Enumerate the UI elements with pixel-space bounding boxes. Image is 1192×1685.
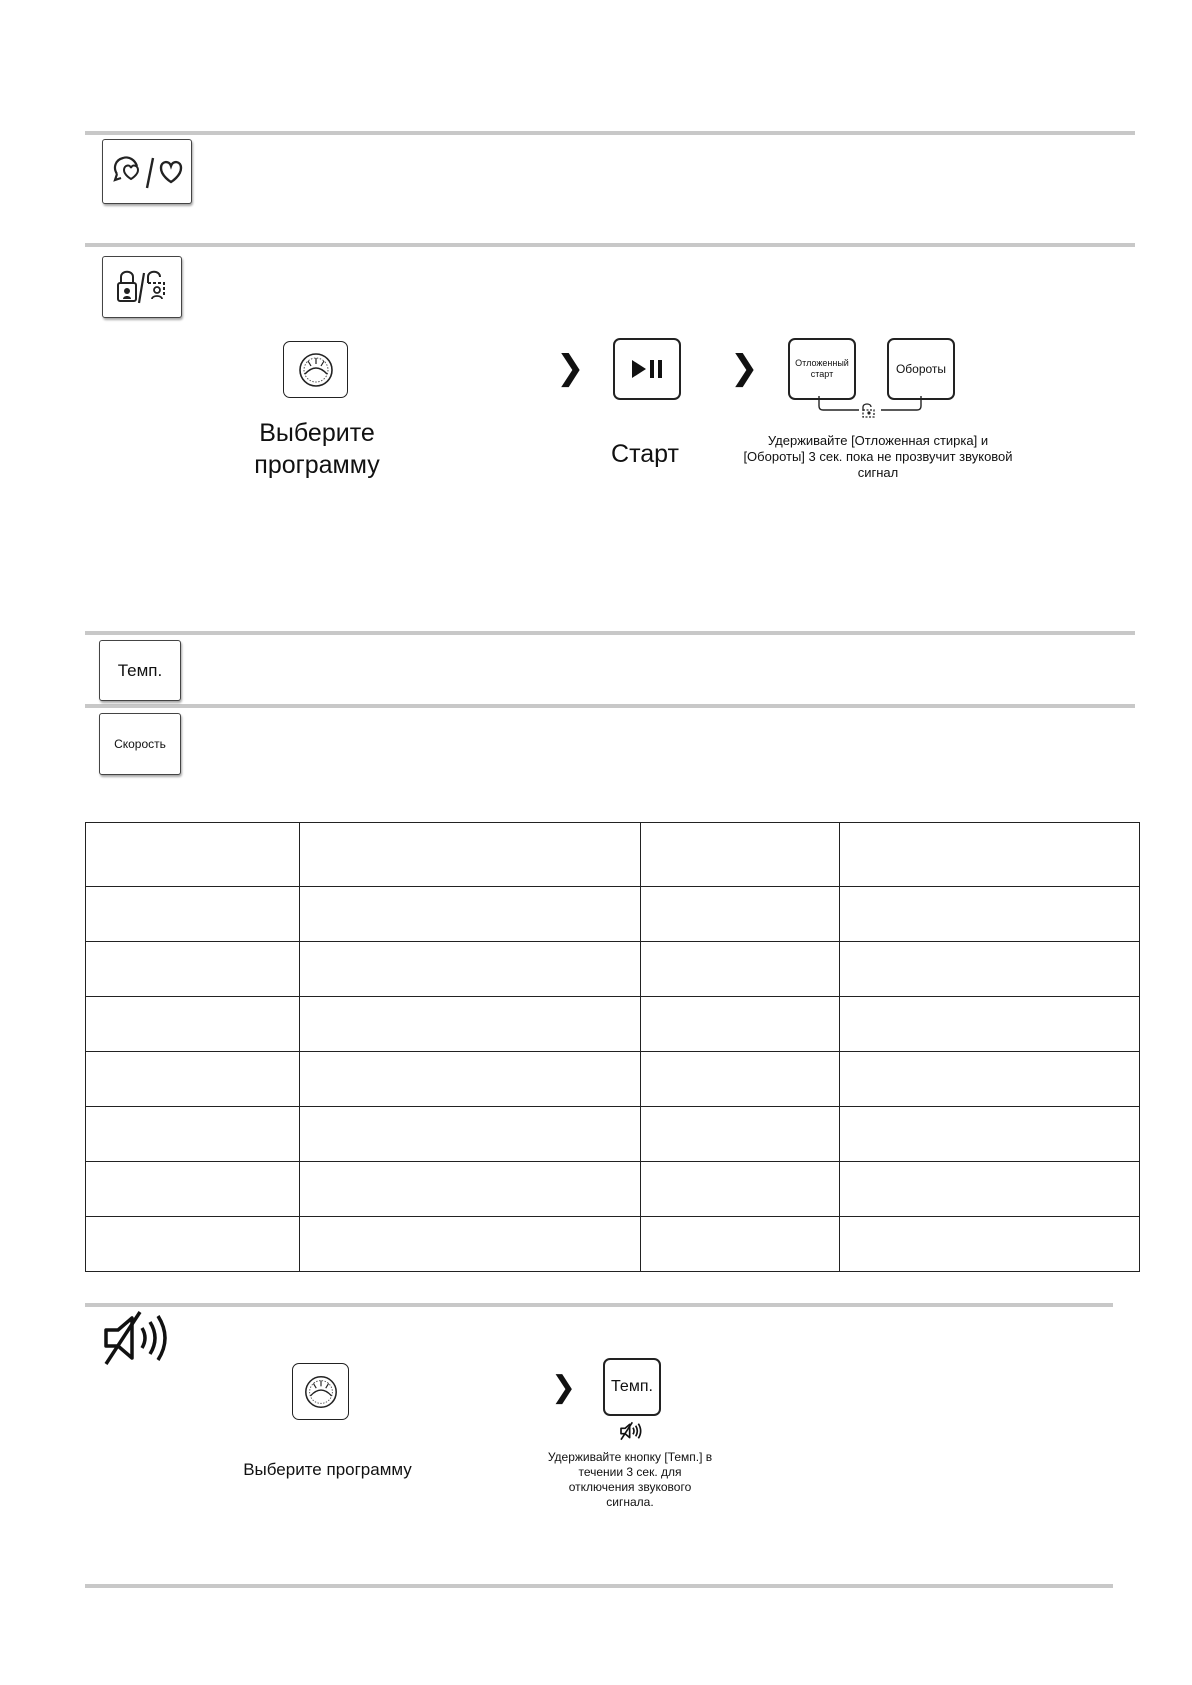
table-cell: [641, 1217, 840, 1272]
program-dial-icon: [292, 1363, 349, 1420]
program-dial-icon: [283, 341, 348, 398]
speed-button-icon: [99, 713, 181, 775]
heart-favorite-icon: [102, 139, 192, 204]
table-cell: [840, 1107, 1140, 1162]
section-divider: [85, 704, 1135, 708]
step-start-caption: Старт: [611, 440, 679, 468]
spec-table: [85, 822, 1140, 1272]
table-cell: [840, 887, 1140, 942]
delay-start-button: [788, 338, 856, 400]
table-cell: [840, 1052, 1140, 1107]
temp-button-label: Темп.: [611, 1378, 653, 1395]
step-select-program-caption: Выберите программу: [254, 419, 380, 479]
table-cell: [840, 942, 1140, 997]
child-lock-icon: [102, 256, 182, 318]
table-cell: [86, 887, 300, 942]
section-divider: [85, 243, 1135, 247]
table-cell: [641, 997, 840, 1052]
table-cell: [299, 1107, 641, 1162]
temp-label: Темп.: [117, 660, 163, 680]
table-cell: [641, 887, 840, 942]
chevron-right-icon: ❯: [730, 349, 759, 387]
table-cell: [641, 1052, 840, 1107]
temp-button: [603, 1358, 661, 1416]
table-cell: [840, 1162, 1140, 1217]
table-cell: [299, 1217, 641, 1272]
table-cell: [86, 942, 300, 997]
table-cell: [641, 1107, 840, 1162]
speed-label: Скорость: [114, 737, 166, 751]
chevron-right-icon: ❯: [556, 349, 585, 387]
temp-button-icon: [99, 640, 181, 701]
sound-off-icon: [100, 1310, 178, 1371]
table-cell: [86, 1107, 300, 1162]
table-cell: [840, 997, 1140, 1052]
table-cell: [299, 942, 641, 997]
table-cell: [840, 1217, 1140, 1272]
table-cell: [840, 823, 1140, 887]
chevron-right-icon: ❯: [551, 1371, 577, 1404]
table-cell: [641, 942, 840, 997]
table-cell: [299, 1052, 641, 1107]
play-pause-icon: [613, 338, 681, 400]
table-cell: [86, 997, 300, 1052]
table-cell: [299, 997, 641, 1052]
table-cell: [86, 1217, 300, 1272]
child-lock-small-icon: [858, 402, 880, 425]
table-cell: [641, 1162, 840, 1217]
table-cell: [86, 1052, 300, 1107]
table-cell: [641, 823, 840, 887]
table-cell: [299, 1162, 641, 1217]
section-divider: [85, 1584, 1113, 1588]
table-cell: [86, 1162, 300, 1217]
sound-off-small-icon: [619, 1421, 645, 1446]
spin-button: [887, 338, 955, 400]
table-cell: [299, 823, 641, 887]
delay-start-label: Отложенный старт: [795, 358, 849, 379]
section-divider: [85, 131, 1135, 135]
hold-instruction-sound: Удерживайте кнопку [Темп.] в течении 3 сек. для отключения звукового сигнала.: [547, 1450, 713, 1509]
table-cell: [299, 887, 641, 942]
spin-label: Обороты: [895, 362, 947, 376]
step-select-program-caption: Выберите программу: [243, 1460, 412, 1479]
hold-instruction-child-lock: Удерживайте [Отложенная стирка] и [Обороты] 3 сек. пока не прозвучит звуковой сигнал: [743, 433, 1013, 480]
table-cell: [86, 823, 300, 887]
section-divider: [85, 631, 1135, 635]
section-divider: [85, 1303, 1113, 1307]
